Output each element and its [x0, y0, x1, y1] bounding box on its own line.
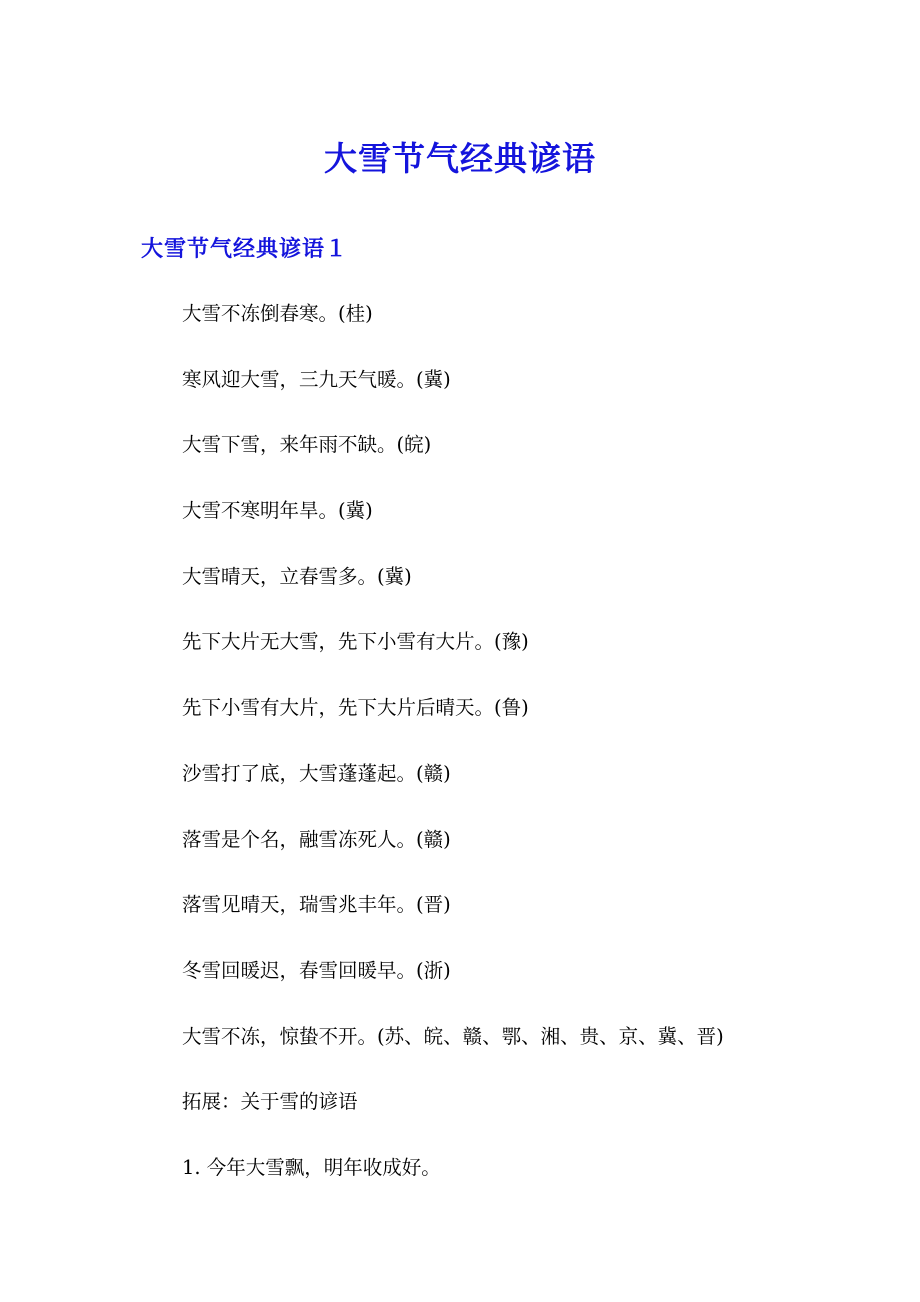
proverb-line: 冬雪回暖迟，春雪回暖早。(浙): [182, 958, 451, 982]
proverb-line: 落雪是个名，融雪冻死人。(赣): [182, 827, 451, 851]
proverb-line: 沙雪打了底，大雪蓬蓬起。(赣): [182, 761, 451, 785]
numbered-proverb-line: 1. 今年大雪飘，明年收成好。: [182, 1155, 441, 1179]
proverb-line: 先下大片无大雪，先下小雪有大片。(豫): [182, 630, 529, 654]
page-title: 大雪节气经典谚语: [324, 139, 596, 178]
extension-heading-line: 拓展：关于雪的谚语: [182, 1090, 358, 1114]
proverb-line: 大雪下雪，来年雨不缺。(皖): [182, 433, 432, 457]
proverb-line: 大雪不冻倒春寒。(桂): [182, 302, 373, 325]
proverb-line: 大雪不冻，惊蛰不开。(苏、皖、赣、鄂、湘、贵、京、冀、晋): [182, 1024, 724, 1048]
proverb-line: 大雪晴天，立春雪多。(冀): [182, 564, 412, 588]
proverb-line: 寒风迎大雪，三九天气暖。(冀): [182, 367, 451, 391]
proverb-line: 大雪不寒明年旱。(冀): [182, 499, 373, 523]
section-heading: 大雪节气经典谚语１: [141, 236, 349, 262]
proverb-line: 落雪见晴天，瑞雪兆丰年。(晋): [182, 893, 451, 917]
proverb-list: [182, 298, 724, 1218]
proverb-line: 先下小雪有大片，先下大片后晴天。(鲁): [182, 696, 529, 720]
